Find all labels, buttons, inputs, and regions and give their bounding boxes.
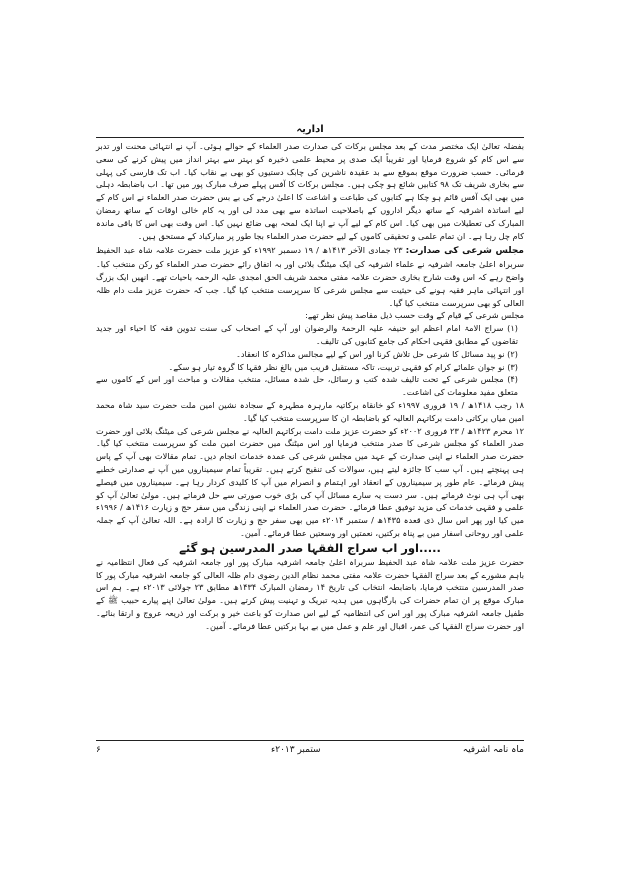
objective-item-4: (۴) مجلس شرعی کے تحت تالیف شدہ کتب و رسائل، حل شدہ مسائل، منتخب مقالات و مباحث اور اس کے کاموں سے متعلق مفید معلومات کی اشاعت۔ (96, 374, 518, 398)
objectives-intro: مجلس شرعی کے قیام کے وقت حسب ذیل مقاصد پیش نظر تھے: (305, 310, 524, 321)
objective-item-3: (۳) نو جوان علمائے کرام کو فقہی تربیت، تاکہ مستقبل قریب میں بالغ نظر فقہا کا گروہ تیار ہو سکے۔ (168, 361, 518, 372)
header-rule (96, 137, 524, 138)
article-body (96, 140, 524, 632)
paragraph-presidency: ۱۲ محرم ۱۴۲۳ھ / ۲۳ فروری ۲۰۰۲ء کو حضرت عزیز ملت دامت برکاتہم العالیہ نے مجلس شرعی کی میٹنگ بلائی اور حضرت صدر العلماء کو مجلس شرعی کا صدر منتخب فرمایا اور اس میٹنگ میں حضرت امین ملت کو سرپرست منتخب کیا گیا۔ حضرت صدر العلماء نے اپنی صدارت کے عہد میں مجلس شرعی کی عمدہ خدمات انجام دیں۔ تمام مقالات بھی آپ کے پاس ہی پہنچتے ہیں۔ آپ سب کا جائزہ لیتے ہیں، سوالات کی تنقیح کرتے ہیں۔ تقریباً تمام سیمیناروں میں آپ نے صدارتی خطبے پیش فرمائے۔ عام طور پر سیمیناروں کے انعقاد اور اہتمام و انصرام میں آپ کا کلیدی کردار رہا ہے۔ سیمیناروں میں فیصلے بھی آپ ہی نوٹ فرماتے ہیں۔ سر دست یہ سارے مسائل آپ کی بڑی خوب صورتی سے حل فرماتے ہیں۔ مولیٰ تعالیٰ آپ کو علمی و فقہی خدمات کی مزید توفیق عطا فرمائے۔ حضرت صدر العلماء نے اپنی زندگی میں سفر حج و زیارت ۱۴۱۶ھ / ۱۹۹۶ء میں کیا اور پھر اس سال ذی قعدہ ۱۴۳۵ھ / ستمبر ۲۰۱۴ء میں بھی سفر حج و زیارت کا ارادہ ہے۔ اللہ تعالیٰ آپ کے جملہ علمی اور روحانی اسفار میں بے پناہ برکتیں، نعمتیں اور وسعتیں عطا فرمائے۔ آمین۔ (96, 425, 524, 538)
magazine-name: ماہ نامہ اشرفیہ (462, 745, 524, 755)
objective-item-2: (۲) نو پید مسائل کا شرعی حل تلاش کرنا اور اس کے لیے مجالس مذاکرہ کا انعقاد۔ (236, 348, 518, 359)
paragraph-sadr-ul-mudarrisin: حضرت عزیز ملت علامہ شاہ عبد الحفیظ سربراہ اعلیٰ جامعہ اشرفیہ مبارک پور اور جامعہ اشرفیہ کی فعال انتظامیہ نے باہم مشورے کے بعد سراج الفقہا حضرت علامہ مفتی محمد نظام الدین رضوی دام ظلہ العالی کو جامعہ اشرفیہ مبارک پور کا صدر المدرسین منتخب فرمایا، باضابطہ انتخاب کی تاریخ ۱۴ رمضان المبارک ۱۴۳۴ھ مطابق ۲۳ جولائی ۲۰۱۳ء ہے۔ ہم اس مبارک موقع پر ان تمام حضرات کی بارگاہوں میں ہدیہ تبریک و تہنیت پیش کرتے ہیں۔ مولیٰ تعالیٰ اپنے پیارے حبیب ﷺ کے طفیل جامعہ اشرفیہ مبارک پور اور اس کی انتظامیہ کے لیے اس صدارت کو باعث خیر و برکت اور ذریعہ عروج و ارتقا بنائے۔ اور حضرت سراج الفقہا کی عمر، اقبال اور علم و عمل میں بے بہا برکتیں عطا فرمائے۔ آمین۔ (96, 556, 524, 631)
page-footer (96, 745, 524, 759)
section-text: ۲۳ جمادی الآخر ۱۴۱۳ھ / ۱۹ دسمبر ۱۹۹۲ء کو عزیز ملت حضرت علامہ شاہ عبد الحفیظ سربراہ اعلیٰ جامعہ اشرفیہ نے علماء اشرفیہ کی ایک میٹنگ بلائی اور بہ اتفاق رائے حضرت صدر العلماء کو رکن منتخب کیا۔ واضح رہے کہ اس وقت شارح بخاری حضرت علامہ مفتی محمد شریف الحق امجدی علیہ الرحمہ باحیات تھے۔ انھیں ایک بزرگ اور انتہائی ماہر فقیہ ہونے کی حیثیت سے مجلس شرعی کا سرپرست منتخب کیا گیا۔ جب کہ حضرت عزیز ملت دام ظلہ العالی کو بھی سرپرست منتخب کیا گیا۔ (96, 245, 524, 308)
objective-item-1: (۱) سراج الامۃ امام اعظم ابو حنیفہ علیہ الرحمۃ والرضوان اور آپ کے اصحاب کی سنت تدوین فقہ کا احیاء اور جدید تقاضوں کے مطابق فقہی احکام کی جامع کتابوں کی تالیف۔ (96, 323, 518, 346)
paragraph-patron: ۱۸ رجب ۱۴۱۸ھ / ۱۹ فروری ۱۹۹۷ء کو خانقاہ برکاتیہ مارہرہ مطہرہ کے سجادہ نشین امین ملت حضرت سید شاہ محمد امین میاں برکاتی دامت برکاتہم العالیہ کو باضابطہ ان کا سرپرست منتخب کیا گیا۔ (96, 399, 525, 423)
section-heading: مجلس شرعی کی صدارت: (405, 246, 524, 257)
issue-date: ستمبر ۲۰۱۳ء (271, 745, 321, 755)
page-number: ۶ (96, 745, 101, 755)
page-header-title: اداریہ (296, 124, 324, 135)
footer-rule (96, 740, 524, 741)
section-majlis-sharai (96, 244, 524, 309)
section-title-siraj-ul-fuqaha: .....اور اب سراج الفقہا صدر المدرسین ہو گئے (179, 540, 441, 555)
paragraph-majlis-barkat: بفضلہ تعالیٰ ایک مختصر مدت کے بعد مجلس برکات کی صدارت صدر العلماء کے حوالے ہوئی۔ آپ نے انتہائی محنت اور تدبر سے اس کام کو شروع فرمایا اور تقریباً ایک صدی پر محیط علمی ذخیرہ کو بہتر سے بہتر انداز میں پیش کرنے کی سعی فرمائی۔ حسب ضرورت موقع بموقع سے بد عقیدہ ناشرین کی چابک دستیوں کو بھی بے نقاب کیا۔ اب تک فارسی کی پہلی سے بخاری شریف تک ۹۸ کتابیں شائع ہو چکی ہیں۔ مجلس برکات کا آفس پہلے صرف مبارک پور میں تھا۔ اب باضابطہ دہلی میں بھی ایک آفس قائم ہو چکا ہے کتابوں کی طباعت و اشاعت کا اعلیٰ درجے کی بے بس حضرت صدر العلماء نے اس کام کے لیے اساتذہ اشرفیہ کے ساتھ دیگر اداروں کے باصلاحیت اساتذہ سے بھی مدد لی اور یہ کام خالی اوقات کے ساتھ رمضان المبارک کی تعطیلات میں بھی کیا۔ اس کام کے لیے آپ نے اپنا ایک لمحہ بھی ضائع نہیں کیا۔ اس وقت بھی اس کا باقی ماندہ کام چل رہا ہے۔ ان تمام علمی و تحقیقی کاموں کے لیے حضرت صدر العلماء بجا طور پر مبارکباد کے مستحق ہیں۔ (96, 141, 524, 241)
